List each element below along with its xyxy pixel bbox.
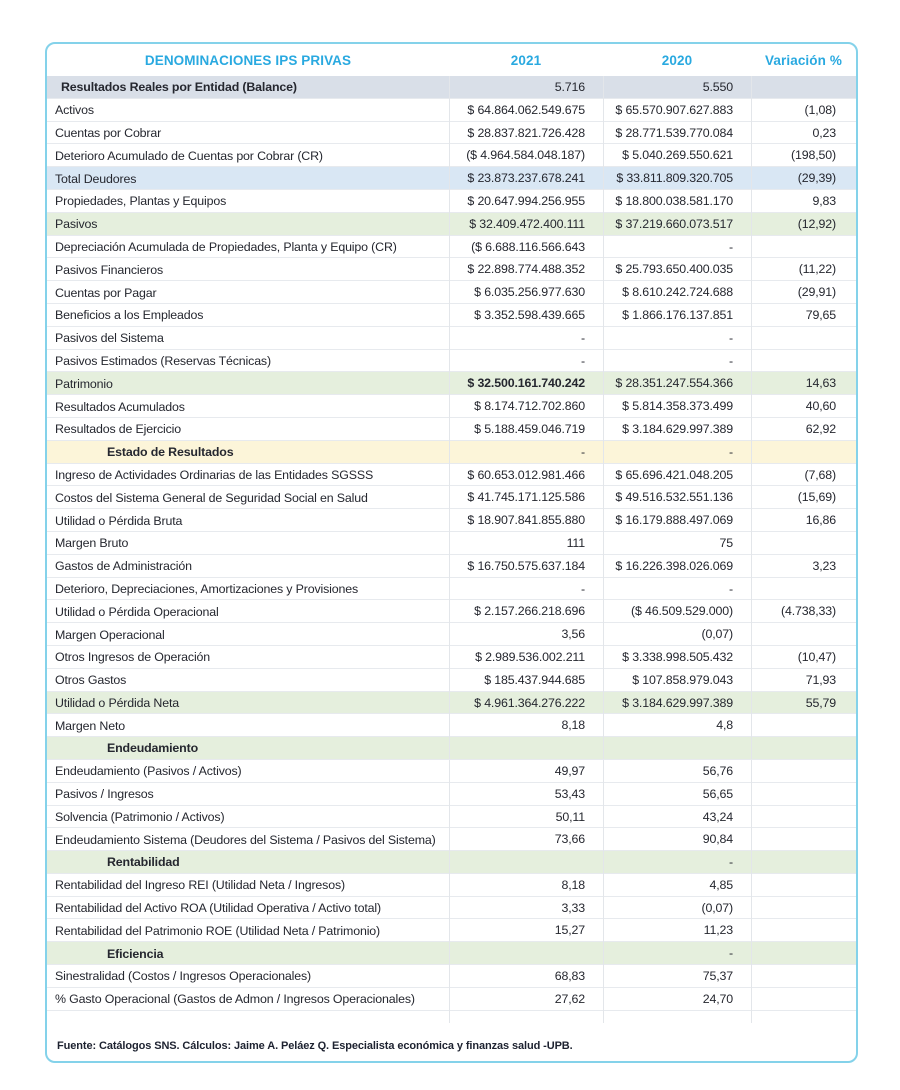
- value-2020: 90,84: [603, 828, 751, 851]
- value-variacion: 9,83: [751, 190, 856, 213]
- value-2021: 53,43: [449, 783, 603, 806]
- value-2020: 43,24: [603, 806, 751, 829]
- value-variacion: 55,79: [751, 692, 856, 715]
- table-row: [47, 714, 856, 737]
- source-note: Fuente: Catálogos SNS. Cálculos: Jaime A. Peláez Q. Especialista económica y finanzas salud -UPB.: [57, 1039, 573, 1052]
- value-2021: [449, 942, 603, 965]
- row-label: Endeudamiento: [107, 741, 198, 755]
- row-label: Endeudamiento Sistema (Deudores del Sistema / Pasivos del Sistema): [55, 832, 436, 847]
- value-2021: $ 41.745.171.125.586: [449, 486, 603, 509]
- table-row: [47, 806, 856, 829]
- value-2020: $ 3.184.629.997.389: [603, 418, 751, 441]
- value-2020: $ 49.516.532.551.136: [603, 486, 751, 509]
- value-2021: ($ 4.964.584.048.187): [449, 144, 603, 167]
- value-2020: $ 5.040.269.550.621: [603, 144, 751, 167]
- row-label: Gastos de Administración: [55, 559, 192, 574]
- value-variacion: 3,23: [751, 555, 856, 578]
- value-2020: -: [603, 350, 751, 373]
- value-2020: $ 3.184.629.997.389: [603, 692, 751, 715]
- value-2020: $ 1.866.176.137.851: [603, 304, 751, 327]
- value-2021: $ 32.409.472.400.111: [449, 213, 603, 236]
- value-2020: $ 37.219.660.073.517: [603, 213, 751, 236]
- table-row: [47, 600, 856, 623]
- value-2020: $ 25.793.650.400.035: [603, 258, 751, 281]
- value-2021: $ 18.907.841.855.880: [449, 509, 603, 532]
- value-2020: $ 18.800.038.581.170: [603, 190, 751, 213]
- value-2021: $ 28.837.821.726.428: [449, 122, 603, 145]
- table-row: [47, 441, 856, 464]
- value-2021: $ 64.864.062.549.675: [449, 99, 603, 122]
- value-2021: 5.716: [449, 76, 603, 99]
- column-header-2021: 2021: [510, 52, 542, 68]
- table-row: [47, 646, 856, 669]
- row-label: Margen Bruto: [55, 536, 129, 551]
- table-row: [47, 190, 856, 213]
- value-variacion: [751, 578, 856, 601]
- value-2021: $ 22.898.774.488.352: [449, 258, 603, 281]
- value-variacion: 16,86: [751, 509, 856, 532]
- table-row: [47, 144, 856, 167]
- value-variacion: (29,39): [751, 167, 856, 190]
- row-label: Sinestralidad (Costos / Ingresos Operacionales): [55, 969, 312, 984]
- table-row: [47, 350, 856, 373]
- row-label: Total Deudores: [55, 171, 137, 186]
- value-2021: 68,83: [449, 965, 603, 988]
- table-row: [47, 167, 856, 190]
- value-variacion: (4.738,33): [751, 600, 856, 623]
- value-variacion: (1,08): [751, 99, 856, 122]
- value-variacion: [751, 737, 856, 759]
- row-label: Depreciación Acumulada de Propiedades, Planta y Equipo (CR): [55, 239, 397, 254]
- value-2021: $ 60.653.012.981.466: [449, 464, 603, 487]
- value-2021: 50,11: [449, 806, 603, 829]
- value-variacion: [751, 806, 856, 829]
- row-label: Rentabilidad del Patrimonio ROE (Utilidad Neta / Patrimonio): [55, 923, 381, 938]
- row-label: Patrimonio: [55, 376, 113, 391]
- value-2020: 75,37: [603, 965, 751, 988]
- value-2020: 56,76: [603, 760, 751, 783]
- value-2020: -: [603, 236, 751, 259]
- row-label: Utilidad o Pérdida Neta: [55, 695, 179, 710]
- table-row: [47, 988, 856, 1011]
- value-2021: $ 3.352.598.439.665: [449, 304, 603, 327]
- table-row: [47, 737, 856, 760]
- value-2021: $ 32.500.161.740.242: [449, 372, 603, 395]
- value-2020: [603, 737, 751, 759]
- value-2021: $ 20.647.994.256.955: [449, 190, 603, 213]
- row-label: Utilidad o Pérdida Bruta: [55, 513, 183, 528]
- row-label: Resultados Acumulados: [55, 399, 185, 414]
- value-2020: 4,8: [603, 714, 751, 737]
- value-variacion: [751, 783, 856, 806]
- row-label: Resultados Reales por Entidad (Balance): [61, 80, 297, 95]
- table-row: [47, 965, 856, 988]
- table-row: [47, 532, 856, 555]
- value-2021: 3,56: [449, 623, 603, 646]
- value-2021: $ 16.750.575.637.184: [449, 555, 603, 578]
- value-variacion: [751, 988, 856, 1011]
- row-label: Solvencia (Patrimonio / Activos): [55, 809, 225, 824]
- value-2020: -: [603, 441, 751, 464]
- table-row: [47, 851, 856, 874]
- value-variacion: [751, 874, 856, 897]
- value-2021: $ 4.961.364.276.222: [449, 692, 603, 715]
- value-2020: $ 5.814.358.373.499: [603, 395, 751, 418]
- value-variacion: [751, 327, 856, 350]
- table-row: [47, 669, 856, 692]
- value-variacion: (7,68): [751, 464, 856, 487]
- row-label: Pasivos Estimados (Reservas Técnicas): [55, 353, 271, 368]
- value-variacion: 0,23: [751, 122, 856, 145]
- value-2020: (0,07): [603, 897, 751, 920]
- value-2021: 49,97: [449, 760, 603, 783]
- value-2021: -: [449, 327, 603, 350]
- row-label: Endeudamiento (Pasivos / Activos): [55, 764, 242, 779]
- value-variacion: [751, 942, 856, 965]
- value-2020: $ 3.338.998.505.432: [603, 646, 751, 669]
- table-row: [47, 692, 856, 715]
- value-2021: $ 6.035.256.977.630: [449, 281, 603, 304]
- table-row: [47, 509, 856, 532]
- value-2020: $ 16.226.398.026.069: [603, 555, 751, 578]
- value-2020: -: [603, 851, 751, 874]
- table-row: [47, 942, 856, 965]
- value-variacion: (29,91): [751, 281, 856, 304]
- row-label: Cuentas por Cobrar: [55, 125, 162, 140]
- value-2020: $ 65.570.907.627.883: [603, 99, 751, 122]
- row-label: Deterioro, Depreciaciones, Amortizaciones y Provisiones: [55, 581, 359, 596]
- table-row: [47, 99, 856, 122]
- table-row: [47, 418, 856, 441]
- value-2020: $ 28.771.539.770.084: [603, 122, 751, 145]
- value-2021: $ 23.873.237.678.241: [449, 167, 603, 190]
- value-variacion: 71,93: [751, 669, 856, 692]
- value-2021: -: [449, 441, 603, 464]
- row-label: Ingreso de Actividades Ordinarias de las Entidades SGSSS: [55, 467, 374, 482]
- value-2021: $ 5.188.459.046.719: [449, 418, 603, 441]
- row-label: Rentabilidad del Ingreso REI (Utilidad Neta / Ingresos): [55, 878, 345, 893]
- value-2020: $ 33.811.809.320.705: [603, 167, 751, 190]
- value-2020: (0,07): [603, 623, 751, 646]
- value-2021: 15,27: [449, 919, 603, 942]
- value-2021: $ 8.174.712.702.860: [449, 395, 603, 418]
- value-2021: $ 2.157.266.218.696: [449, 600, 603, 623]
- value-2021: 8,18: [449, 714, 603, 737]
- value-variacion: [751, 760, 856, 783]
- value-variacion: (10,47): [751, 646, 856, 669]
- row-label: Rentabilidad: [107, 855, 180, 870]
- row-label: Margen Neto: [55, 718, 125, 733]
- row-label: Pasivos / Ingresos: [55, 787, 154, 802]
- value-2021: 8,18: [449, 874, 603, 897]
- value-variacion: [751, 714, 856, 737]
- table-row: [47, 76, 856, 99]
- table-row: [47, 395, 856, 418]
- table-row: [47, 281, 856, 304]
- row-label: Pasivos Financieros: [55, 262, 164, 277]
- value-variacion: [751, 532, 856, 555]
- value-variacion: [751, 350, 856, 373]
- empty-row: [47, 1011, 856, 1023]
- table-row: [47, 578, 856, 601]
- value-variacion: 40,60: [751, 395, 856, 418]
- value-variacion: (11,22): [751, 258, 856, 281]
- value-variacion: [751, 897, 856, 920]
- row-label: Activos: [55, 103, 94, 118]
- table-body: [47, 76, 856, 1011]
- value-2020: $ 8.610.242.724.688: [603, 281, 751, 304]
- table-row: [47, 828, 856, 851]
- row-label: Costos del Sistema General de Seguridad Social en Salud: [55, 490, 368, 505]
- value-2020: 11,23: [603, 919, 751, 942]
- value-variacion: [751, 236, 856, 259]
- value-variacion: [751, 623, 856, 646]
- value-2021: -: [449, 350, 603, 373]
- row-label: Estado de Resultados: [107, 445, 234, 460]
- value-2021: 73,66: [449, 828, 603, 851]
- table-row: [47, 783, 856, 806]
- row-label: Otros Ingresos de Operación: [55, 650, 211, 665]
- table-row: [47, 122, 856, 145]
- value-variacion: [751, 965, 856, 988]
- value-variacion: 14,63: [751, 372, 856, 395]
- row-label: Beneficios a los Empleados: [55, 308, 204, 323]
- value-2021: 111: [449, 532, 603, 555]
- value-2021: [449, 851, 603, 874]
- table-row: [47, 464, 856, 487]
- value-2020: $ 65.696.421.048.205: [603, 464, 751, 487]
- value-2021: -: [449, 578, 603, 601]
- value-2020: $ 107.858.979.043: [603, 669, 751, 692]
- value-2021: ($ 6.688.116.566.643: [449, 236, 603, 259]
- table-row: [47, 213, 856, 236]
- value-variacion: [751, 919, 856, 942]
- value-2021: $ 185.437.944.685: [449, 669, 603, 692]
- value-variacion: [751, 441, 856, 464]
- value-2020: -: [603, 578, 751, 601]
- table-row: [47, 304, 856, 327]
- value-variacion: (198,50): [751, 144, 856, 167]
- value-variacion: [751, 828, 856, 851]
- row-label: Propiedades, Plantas y Equipos: [55, 194, 227, 209]
- row-label: Utilidad o Pérdida Operacional: [55, 604, 219, 619]
- value-2021: [449, 737, 603, 759]
- table-row: [47, 874, 856, 897]
- value-2020: 75: [603, 532, 751, 555]
- table-header-row: [47, 44, 856, 76]
- value-2021: 27,62: [449, 988, 603, 1011]
- financial-statement-table: [45, 42, 858, 1063]
- table-row: [47, 623, 856, 646]
- row-label: Pasivos del Sistema: [55, 331, 164, 346]
- row-label: % Gasto Operacional (Gastos de Admon / Ingresos Operacionales): [55, 992, 415, 1007]
- value-variacion: [751, 851, 856, 874]
- value-2020: 24,70: [603, 988, 751, 1011]
- row-label: Rentabilidad del Activo ROA (Utilidad Operativa / Activo total): [55, 901, 381, 916]
- value-2020: 5.550: [603, 76, 751, 99]
- row-label: Eficiencia: [107, 946, 164, 961]
- value-variacion: [751, 76, 856, 99]
- value-2021: 3,33: [449, 897, 603, 920]
- value-2020: $ 28.351.247.554.366: [603, 372, 751, 395]
- row-label: Pasivos: [55, 217, 98, 232]
- column-header-denominaciones: DENOMINACIONES IPS PRIVAS: [144, 52, 352, 68]
- value-2020: 56,65: [603, 783, 751, 806]
- value-2020: -: [603, 327, 751, 350]
- table-row: [47, 327, 856, 350]
- table-row: [47, 486, 856, 509]
- row-label: Otros Gastos: [55, 673, 127, 688]
- value-variacion: (12,92): [751, 213, 856, 236]
- value-2021: $ 2.989.536.002.211: [449, 646, 603, 669]
- table-row: [47, 236, 856, 259]
- column-header-variacion: Variación %: [765, 52, 842, 68]
- value-2020: 4,85: [603, 874, 751, 897]
- table-row: [47, 760, 856, 783]
- value-variacion: 62,92: [751, 418, 856, 441]
- value-2020: -: [603, 942, 751, 965]
- row-label: Deterioro Acumulado de Cuentas por Cobrar (CR): [55, 148, 323, 163]
- table-row: [47, 555, 856, 578]
- table-row: [47, 897, 856, 920]
- row-label: Resultados de Ejercicio: [55, 422, 182, 437]
- row-label: Margen Operacional: [55, 627, 165, 642]
- table-row: [47, 919, 856, 942]
- table-row: [47, 372, 856, 395]
- column-header-2020: 2020: [661, 52, 693, 68]
- value-variacion: 79,65: [751, 304, 856, 327]
- value-2020: $ 16.179.888.497.069: [603, 509, 751, 532]
- table-row: [47, 258, 856, 281]
- value-variacion: (15,69): [751, 486, 856, 509]
- value-2020: ($ 46.509.529.000): [603, 600, 751, 623]
- row-label: Cuentas por Pagar: [55, 285, 157, 300]
